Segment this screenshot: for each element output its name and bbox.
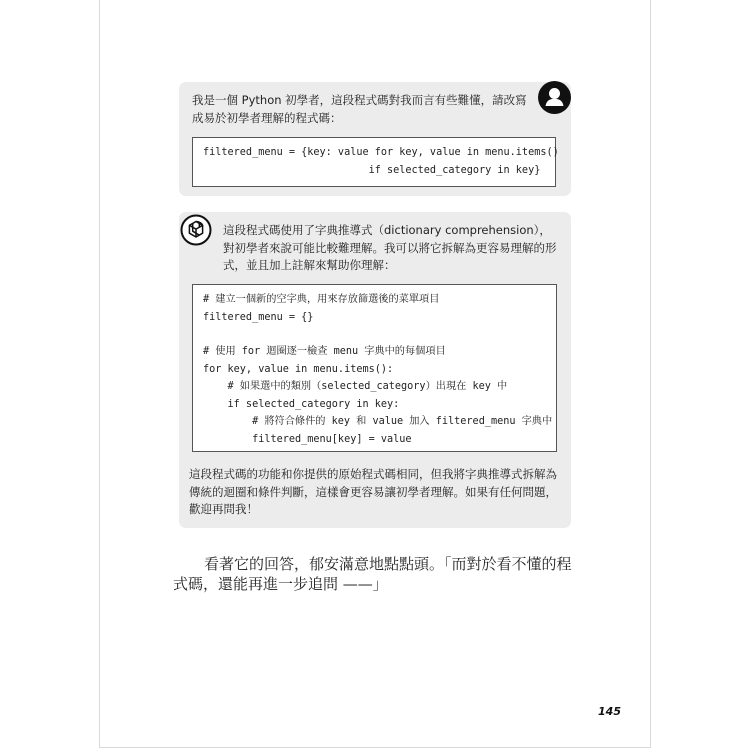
openai-logo-icon xyxy=(180,214,212,246)
code-line: filtered_menu[key] = value xyxy=(203,434,412,445)
code-line: # 使用 for 迴圈逐一檢查 menu 字典中的每個項目 xyxy=(203,346,446,357)
body-paragraph: 看著它的回答，郁安滿意地點點頭。「而對於看不懂的程式碼，還能再進一步追問 ——」 xyxy=(173,555,572,593)
user-message-text: 我是一個 Python 初學者，這段程式碼對我而言有些難懂，請改寫成易於初學者理解的程式碼： xyxy=(192,93,527,125)
ai-code-block xyxy=(192,284,557,452)
user-avatar-icon xyxy=(538,81,571,114)
user-message-bubble xyxy=(179,82,571,196)
ai-intro-text: 這段程式碼使用了字典推導式（dictionary comprehension），對初學者來說可能比較難理解。我可以將它拆解為更容易理解的形式，並且加上註解來幫助你理解： xyxy=(223,223,557,272)
code-line: # 建立一個新的空字典，用來存放篩選後的菜單項目 xyxy=(203,294,440,305)
code-line: if selected_category in key: xyxy=(203,399,400,410)
ai-outro-text: 這段程式碼的功能和你提供的原始程式碼相同，但我將字典推導式拆解為傳統的迴圈和條件判斷，這樣會更容易讓初學者理解。如果有任何問題，歡迎再問我！ xyxy=(189,467,557,516)
code-line: filtered_menu = {key: value for key, value in menu.items() xyxy=(203,147,559,158)
code-line: # 將符合條件的 key 和 value 加入 filtered_menu 字典中 xyxy=(203,416,553,427)
code-line: # 如果選中的類別（selected_category）出現在 key 中 xyxy=(203,381,508,392)
user-code-block xyxy=(192,137,559,187)
code-line: filtered_menu = {} xyxy=(203,312,314,323)
page-number: 145 xyxy=(598,705,621,718)
ai-message-bubble xyxy=(179,212,571,528)
code-line: if selected_category in key} xyxy=(203,165,541,176)
code-line: for key, value in menu.items(): xyxy=(203,364,394,375)
